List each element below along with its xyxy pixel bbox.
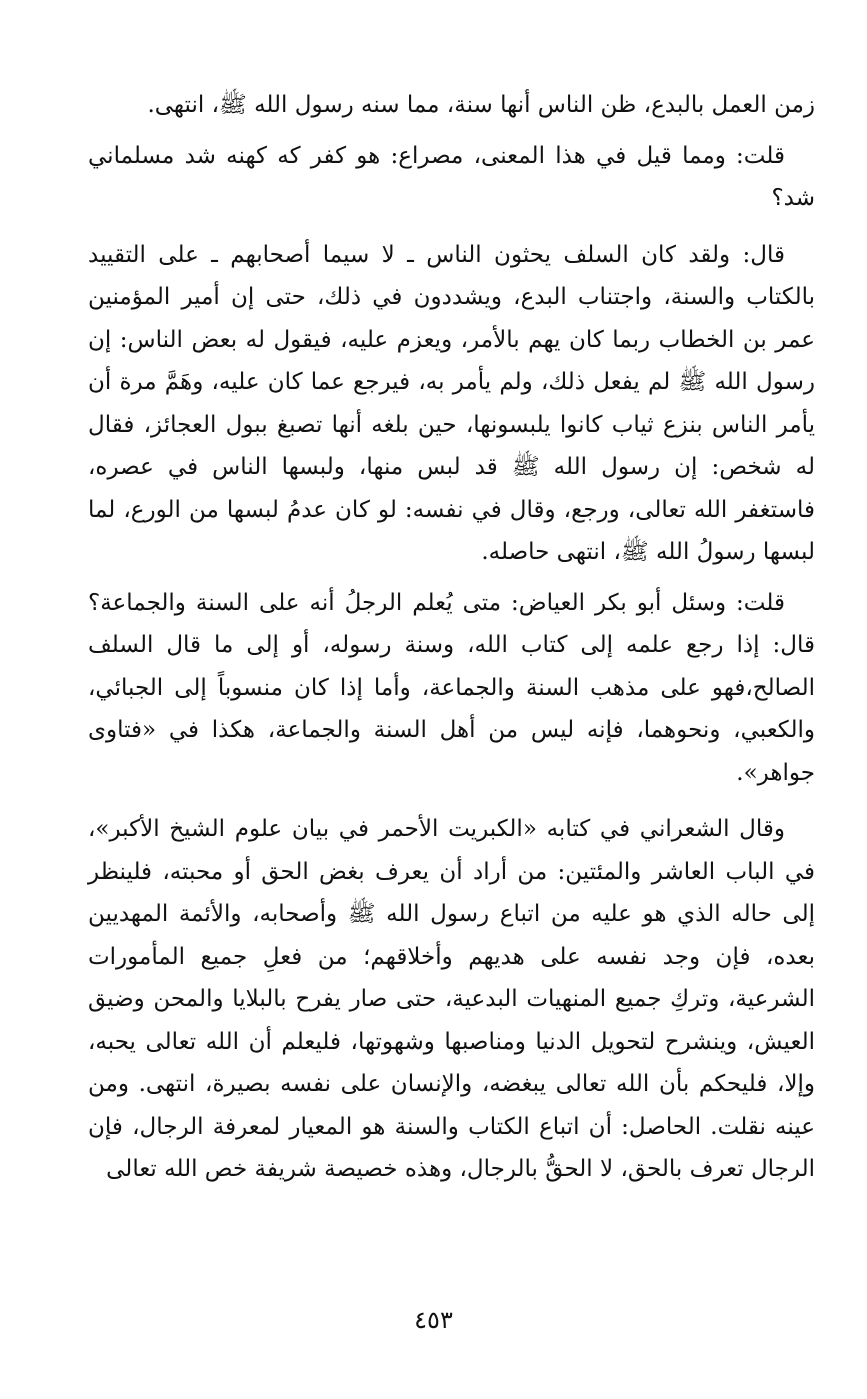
page-number: ٤٥٣	[414, 1306, 453, 1334]
paragraph-5: وقال الشعراني في كتابه «الكبريت الأحمر في بيان علوم الشيخ الأكبر»، في الباب العاشر والمئتين: من أراد أن يعرف بغض الحق أو محبته، فلينظر إلى حاله الذي هو عليه من اتباع رسول الله ﷺ وأصحابه، والأئمة المهديين بعده، فإن وجد نفسه على هديهم وأخلاقهم؛ من فعلِ جميع المأمورات الشرعية، وتركِ جميع المنهيات البدعية، حتى صار يفرح بالبلايا والمحن وضيق العيش، وينشرح لتحويل الدنيا ومناصبها وشهوتها، فليعلم أن الله تعالى يحبه، وإلا، فليحكم بأن الله تعالى يبغضه، والإنسان على نفسه بصيرة، انتهى. ومن عينه نقلت. الحاصل: أن اتباع الكتاب والسنة هو المعيار لمعرفة الرجال، فإن الرجال تعرف بالحق، لا الحقُّ بالرجال، وهذه خصيصة شريفة خص الله تعالى	[88, 816, 815, 1182]
paragraph-2: قلت: ومما قيل في هذا المعنى، مصراع: هو كفر كه كهنه شد مسلماني شد؟	[88, 142, 815, 211]
paragraph-1: زمن العمل بالبدع، ظن الناس أنها سنة، مما سنه رسول الله ﷺ، انتهى.	[147, 92, 815, 118]
paragraph-3: قال: ولقد كان السلف يحثون الناس ـ لا سيما أصحابهم ـ على التقييد بالكتاب والسنة، واجتناب البدع، ويشددون في ذلك، حتى إن أمير المؤمنين عمر بن الخطاب ربما كان يهم بالأمر، ويعزم عليه، فيقول له بعض الناس: إن رسول الله ﷺ لم يفعل ذلك، ولم يأمر به، فيرجع عما كان عليه، وهَمَّ مرة أن يأمر الناس بنزع ثياب كانوا يلبسونها، حين بلغه أنها تصبغ ببول العجائز، فقال له شخص: إن رسول الله ﷺ قد لبس منها، ولبسها الناس في عصره، فاستغفر الله تعالى، ورجع، وقال في نفسه: لو كان عدمُ لبسها من الورع، لما لبسها رسولُ الله ﷺ، انتهى حاصله.	[88, 241, 815, 565]
page-body	[88, 84, 815, 1191]
paragraph-4: قلت: وسئل أبو بكر العياض: متى يُعلم الرجلُ أنه على السنة والجماعة؟ قال: إذا رجع علمه إلى كتاب الله، وسنة رسوله، أو إلى ما قال السلف الصالح،فهو على مذهب السنة والجماعة، وأما إذا كان منسوباً إلى الجبائي، والكعبي، ونحوهما، فإنه ليس من أهل السنة والجماعة، هكذا في «فتاوى جواهر».	[88, 589, 815, 786]
